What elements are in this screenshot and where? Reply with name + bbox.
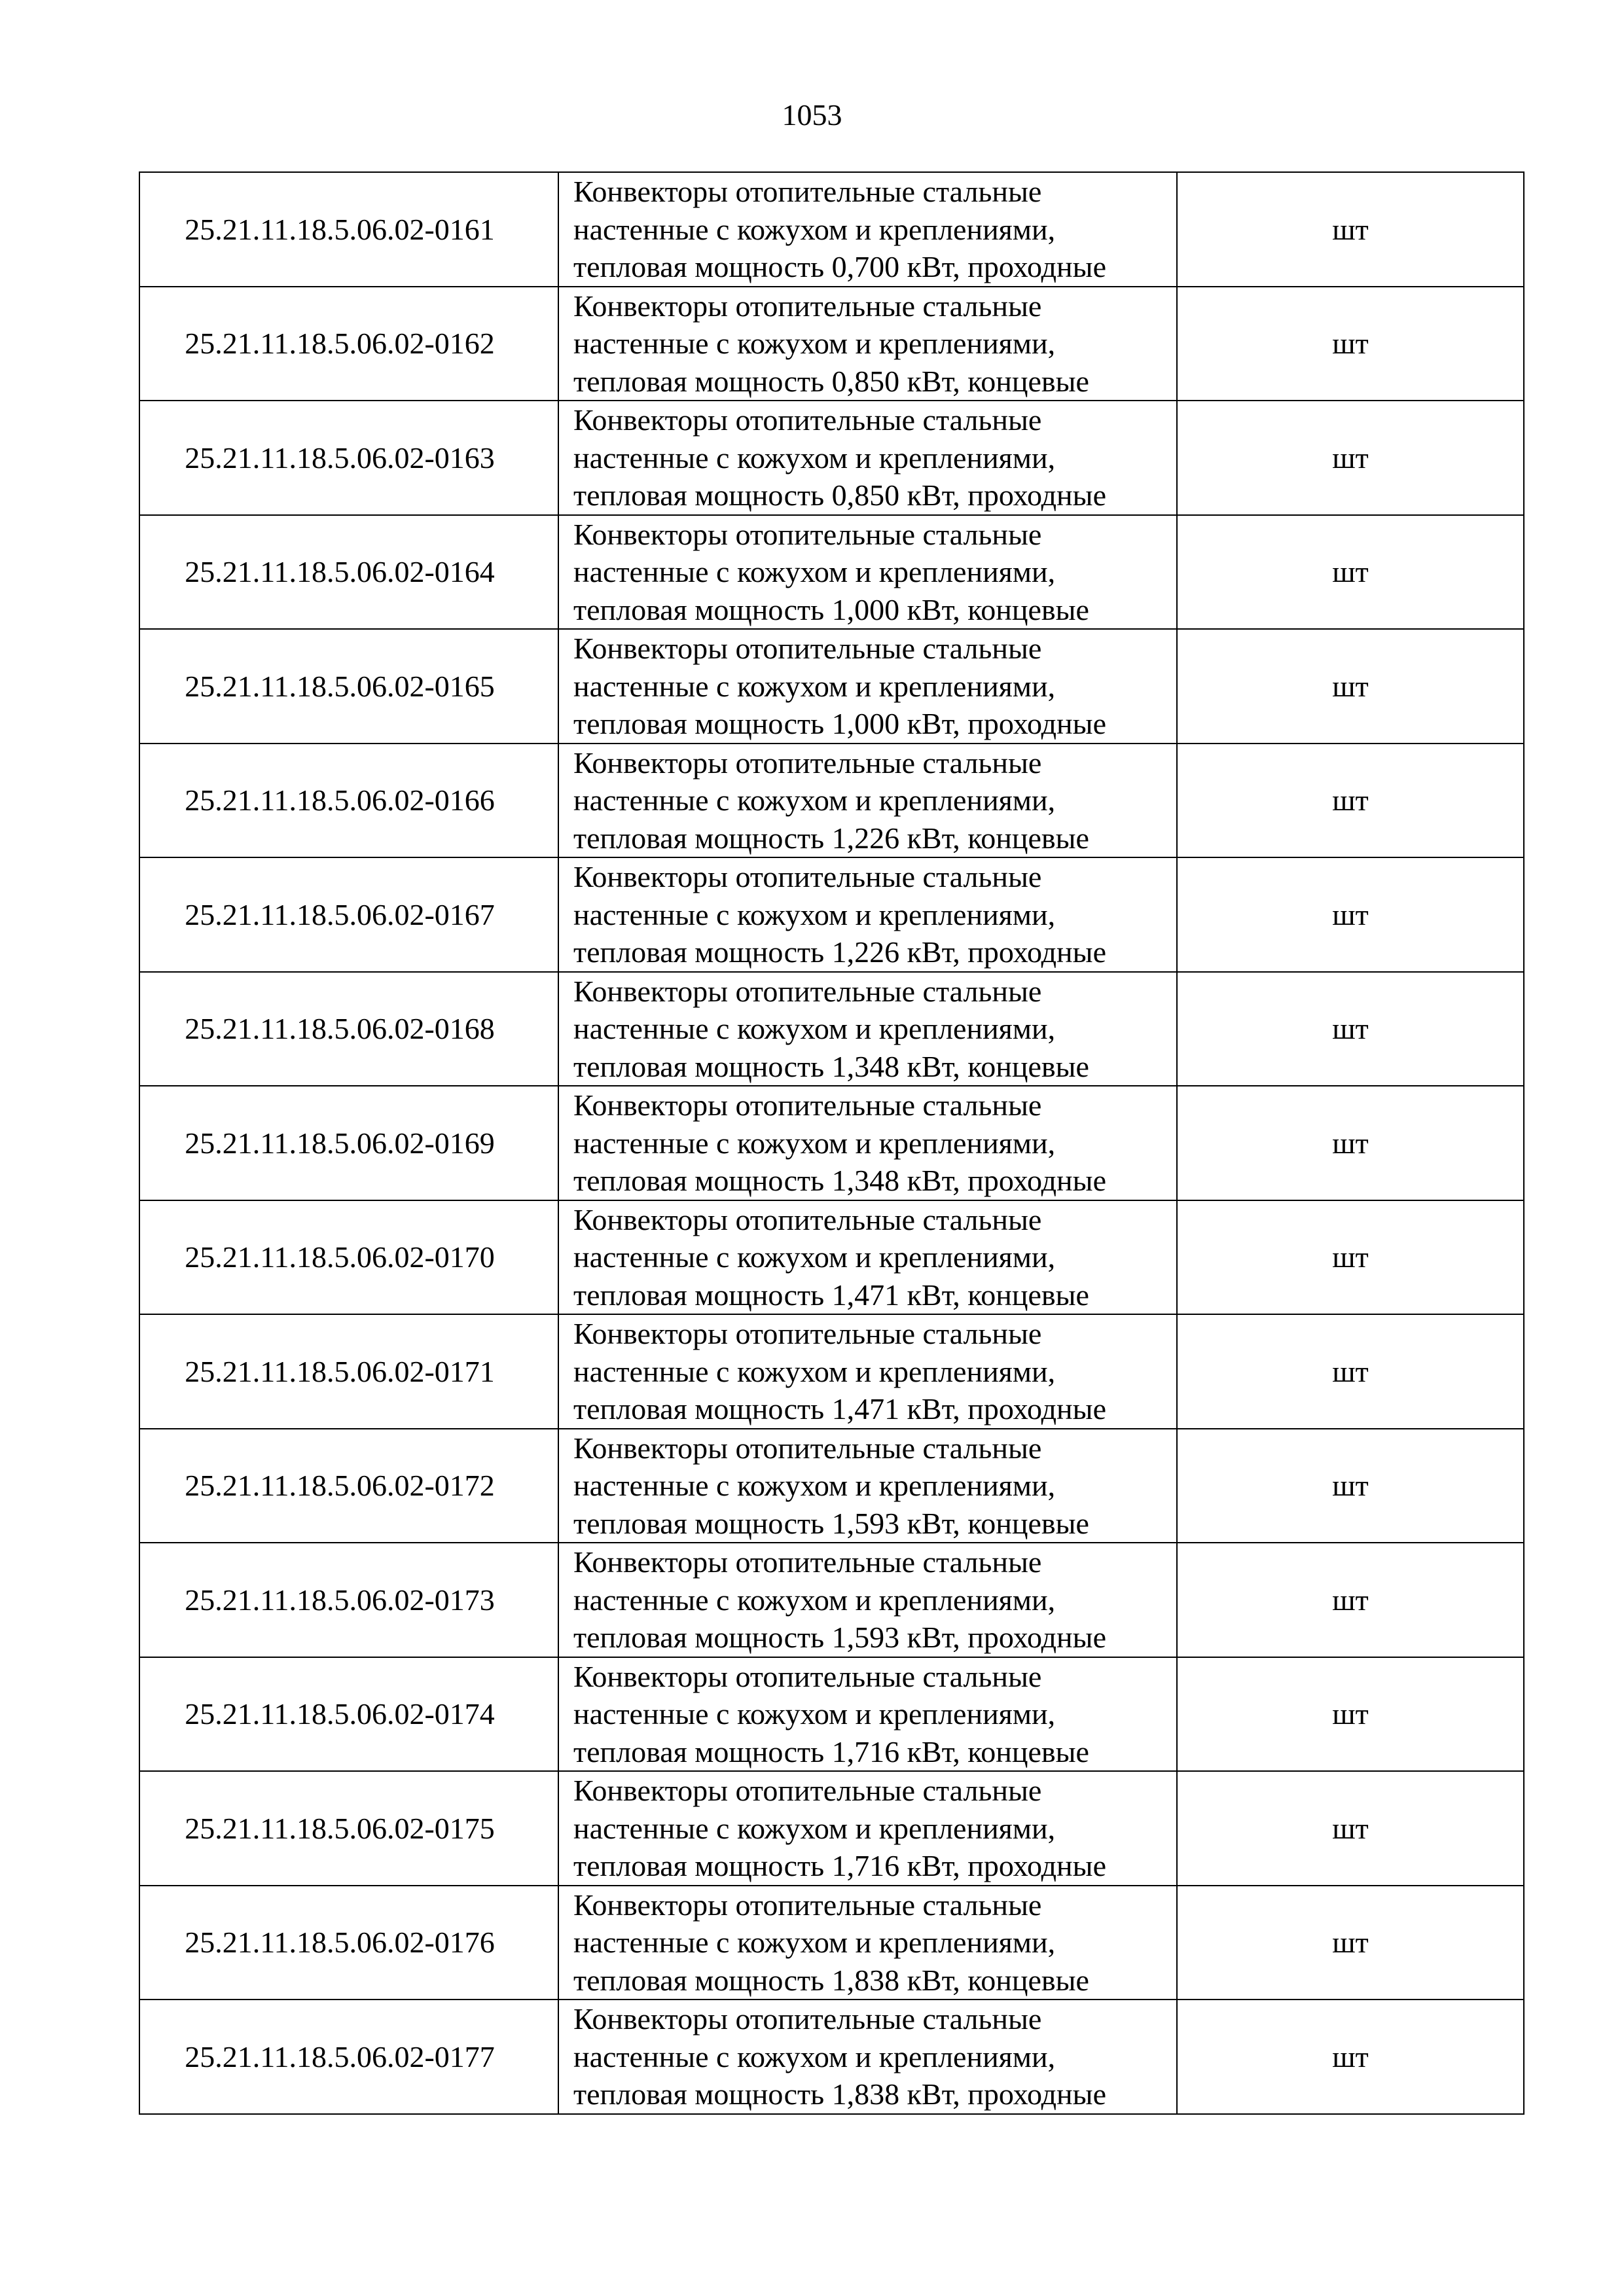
resource-name-cell (558, 744, 1177, 858)
resource-name-line: тепловая мощность 1,226 кВт, проходные (573, 935, 1106, 969)
unit-cell: шт (1177, 515, 1524, 630)
resource-name-cell (558, 857, 1177, 972)
resource-name-line: тепловая мощность 1,471 кВт, проходные (573, 1392, 1106, 1426)
unit-cell: шт (1177, 2000, 1524, 2114)
resource-code-cell: 25.21.11.18.5.06.02-0175 (139, 1771, 558, 1886)
resource-name-cell (558, 1543, 1177, 1657)
resource-name-cell (558, 172, 1177, 287)
table-row (139, 401, 1524, 515)
resource-name-line: тепловая мощность 1,716 кВт, концевые (573, 1734, 1089, 1768)
resource-code-cell: 25.21.11.18.5.06.02-0171 (139, 1314, 558, 1429)
table-row (139, 629, 1524, 744)
resource-name-cell (558, 1886, 1177, 2000)
resource-name-line: тепловая мощность 0,700 кВт, проходные (573, 250, 1106, 283)
resource-name-line: тепловая мощность 1,226 кВт, концевые (573, 821, 1089, 855)
unit-cell: шт (1177, 1543, 1524, 1657)
resource-name-line: настенные с кожухом и креплениями, (573, 1583, 1056, 1617)
resource-name-cell (558, 972, 1177, 1086)
unit-cell: шт (1177, 1314, 1524, 1429)
resource-name-line: настенные с кожухом и креплениями, (573, 555, 1056, 588)
table-row (139, 1657, 1524, 1772)
resource-name-cell (558, 1200, 1177, 1315)
resource-code-cell: 25.21.11.18.5.06.02-0169 (139, 1086, 558, 1200)
resource-name-line: настенные с кожухом и креплениями, (573, 327, 1056, 360)
resource-code-cell: 25.21.11.18.5.06.02-0172 (139, 1429, 558, 1543)
resource-name-line: тепловая мощность 1,348 кВт, проходные (573, 1164, 1106, 1197)
resource-code-cell: 25.21.11.18.5.06.02-0170 (139, 1200, 558, 1315)
page-number: 1053 (782, 98, 842, 132)
resource-name-line: настенные с кожухом и креплениями, (573, 669, 1056, 703)
unit-cell: шт (1177, 401, 1524, 515)
table-row (139, 1771, 1524, 1886)
table-row (139, 1200, 1524, 1315)
resource-name-cell (558, 1086, 1177, 1200)
resource-name-cell (558, 401, 1177, 515)
table-row (139, 1886, 1524, 2000)
resource-name-line: настенные с кожухом и креплениями, (573, 1012, 1056, 1045)
unit-cell: шт (1177, 1886, 1524, 2000)
catalog-table-body (139, 172, 1524, 2114)
resource-name-line: Конвекторы отопительные стальные (573, 1774, 1042, 1807)
unit-cell: шт (1177, 1429, 1524, 1543)
resource-name-cell (558, 1429, 1177, 1543)
resource-name-line: Конвекторы отопительные стальные (573, 1545, 1042, 1579)
resource-code-cell: 25.21.11.18.5.06.02-0174 (139, 1657, 558, 1772)
unit-cell: шт (1177, 1771, 1524, 1886)
resource-name-line: Конвекторы отопительные стальные (573, 517, 1042, 551)
table-row (139, 744, 1524, 858)
unit-cell: шт (1177, 1086, 1524, 1200)
table-row (139, 2000, 1524, 2114)
resource-name-line: тепловая мощность 0,850 кВт, концевые (573, 364, 1089, 398)
resource-name-cell (558, 1771, 1177, 1886)
resource-code-cell: 25.21.11.18.5.06.02-0166 (139, 744, 558, 858)
resource-name-line: тепловая мощность 1,593 кВт, концевые (573, 1506, 1089, 1540)
table-row (139, 1314, 1524, 1429)
resource-name-line: Конвекторы отопительные стальные (573, 632, 1042, 665)
unit-cell: шт (1177, 744, 1524, 858)
resource-name-line: тепловая мощность 1,471 кВт, концевые (573, 1278, 1089, 1312)
resource-name-line: настенные с кожухом и креплениями, (573, 1126, 1056, 1160)
resource-name-cell (558, 287, 1177, 401)
resource-name-line: настенные с кожухом и креплениями, (573, 897, 1056, 931)
unit-cell: шт (1177, 1657, 1524, 1772)
resource-code-cell: 25.21.11.18.5.06.02-0164 (139, 515, 558, 630)
resource-name-line: Конвекторы отопительные стальные (573, 1659, 1042, 1693)
resource-name-line: настенные с кожухом и креплениями, (573, 1240, 1056, 1274)
resource-name-line: Конвекторы отопительные стальные (573, 1888, 1042, 1922)
table-row (139, 515, 1524, 630)
resource-name-cell (558, 2000, 1177, 2114)
resource-name-line: настенные с кожухом и креплениями, (573, 1469, 1056, 1502)
unit-cell: шт (1177, 857, 1524, 972)
resource-name-line: Конвекторы отопительные стальные (573, 1431, 1042, 1465)
table-row (139, 172, 1524, 287)
resource-name-line: тепловая мощность 1,838 кВт, концевые (573, 1963, 1089, 1997)
resource-name-line: тепловая мощность 1,838 кВт, проходные (573, 2077, 1106, 2111)
resource-name-cell (558, 629, 1177, 744)
resource-name-line: настенные с кожухом и креплениями, (573, 1811, 1056, 1845)
table-row (139, 287, 1524, 401)
resource-name-line: Конвекторы отопительные стальные (573, 175, 1042, 208)
resource-code-cell: 25.21.11.18.5.06.02-0177 (139, 2000, 558, 2114)
unit-cell: шт (1177, 287, 1524, 401)
resource-name-line: Конвекторы отопительные стальные (573, 745, 1042, 780)
resource-name-line: настенные с кожухом и креплениями, (573, 783, 1056, 817)
resource-name-line: тепловая мощность 1,593 кВт, проходные (573, 1621, 1106, 1654)
unit-cell: шт (1177, 629, 1524, 744)
resource-code-cell: 25.21.11.18.5.06.02-0173 (139, 1543, 558, 1657)
resource-name-line: настенные с кожухом и креплениями, (573, 2039, 1056, 2073)
resource-code-cell: 25.21.11.18.5.06.02-0176 (139, 1886, 558, 2000)
table-row (139, 1543, 1524, 1657)
table-row (139, 972, 1524, 1086)
resource-name-line: тепловая мощность 1,716 кВт, проходные (573, 1849, 1106, 1882)
resource-name-line: Конвекторы отопительные стальные (573, 860, 1042, 893)
unit-cell: шт (1177, 172, 1524, 287)
resource-name-line: Конвекторы отопительные стальные (573, 1088, 1042, 1122)
resource-name-line: настенные с кожухом и креплениями, (573, 1697, 1056, 1731)
resource-name-line: тепловая мощность 0,850 кВт, проходные (573, 478, 1106, 512)
resource-code-cell: 25.21.11.18.5.06.02-0167 (139, 857, 558, 972)
resource-code-cell: 25.21.11.18.5.06.02-0168 (139, 972, 558, 1086)
resource-name-line: настенные с кожухом и креплениями, (573, 1926, 1056, 1959)
resource-code-cell: 25.21.11.18.5.06.02-0162 (139, 287, 558, 401)
table-row (139, 1429, 1524, 1543)
resource-code-cell: 25.21.11.18.5.06.02-0163 (139, 401, 558, 515)
table-row (139, 1086, 1524, 1200)
catalog-table (139, 171, 1525, 2115)
resource-name-line: Конвекторы отопительные стальные (573, 974, 1042, 1008)
resource-name-line: настенные с кожухом и креплениями, (573, 1354, 1056, 1388)
resource-name-cell (558, 1314, 1177, 1429)
resource-name-line: настенные с кожухом и креплениями, (573, 440, 1056, 475)
resource-code-cell: 25.21.11.18.5.06.02-0161 (139, 172, 558, 287)
resource-name-cell (558, 515, 1177, 630)
resource-code-cell: 25.21.11.18.5.06.02-0165 (139, 629, 558, 744)
resource-name-line: Конвекторы отопительные стальные (573, 2002, 1042, 2036)
resource-name-line: настенные с кожухом и креплениями, (573, 212, 1056, 246)
resource-name-line: Конвекторы отопительные стальные (573, 289, 1042, 323)
resource-name-line: тепловая мощность 1,000 кВт, концевые (573, 592, 1089, 626)
resource-name-line: Конвекторы отопительные стальные (573, 1317, 1042, 1350)
resource-name-line: тепловая мощность 1,348 кВт, концевые (573, 1049, 1089, 1083)
resource-name-line: Конвекторы отопительные стальные (573, 403, 1042, 437)
resource-name-cell (558, 1657, 1177, 1772)
unit-cell: шт (1177, 972, 1524, 1086)
table-row (139, 857, 1524, 972)
resource-name-line: Конвекторы отопительные стальные (573, 1202, 1042, 1236)
unit-cell: шт (1177, 1200, 1524, 1315)
resource-name-line: тепловая мощность 1,000 кВт, проходные (573, 707, 1106, 740)
